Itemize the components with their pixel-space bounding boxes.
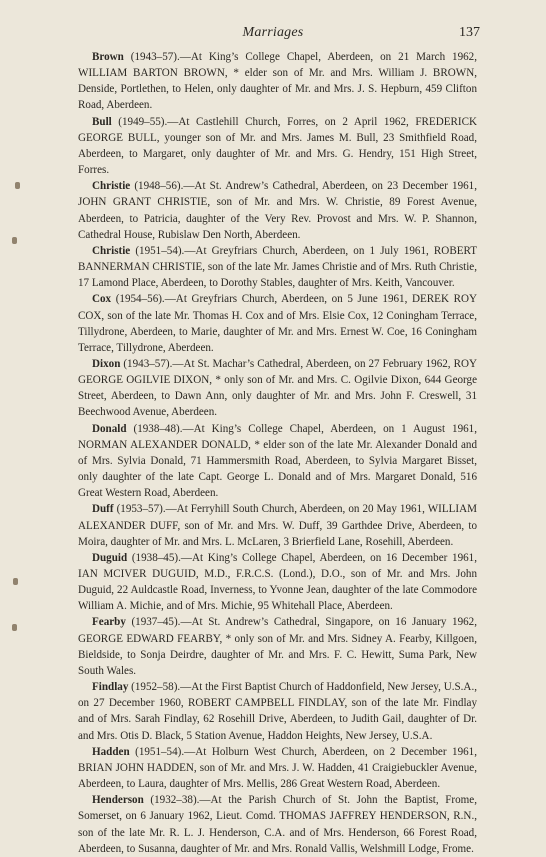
- entry-text: (1943–57).—At St. Machar’s Cathedral, Aberdeen, on 27 February 1962, ROY GEORGE OGILVIE DIXON, * only son of Mr. and Mrs. C. Ogilvie Dixon, 644 George Street, Aberdeen, to Dawn Ann, only daughter of Mr. and Mrs. John F. Creswell, 31 Beechwood Avenue, Aberdeen.: [78, 357, 477, 419]
- marriage-entry: [78, 501, 477, 549]
- entry-text: (1951–54).—At Holburn West Church, Aberdeen, on 2 December 1961, BRIAN JOHN HADDEN, son of Mr. and Mrs. J. W. Hadden, 41 Craigiebuckler Avenue, Aberdeen, to Laura, daughter of Mrs. Mellis, 286 Great Western Road, Aberdeen.: [78, 745, 477, 791]
- page-blemish: [12, 624, 17, 631]
- entry-surname: Donald: [92, 422, 127, 435]
- entry-text: (1938–48).—At King’s College Chapel, Aberdeen, on 1 August 1961, NORMAN ALEXANDER DONALD, * elder son of the late Mr. Alexander Donald and of Mrs. Sylvia Donald, 71 Hammersmith Road, Aberdeen, to Sylvia Margaret Bisset, only daughter of the late Capt. George L. Donald and of Mrs. Margaret Donald, 516 Great Western Road, Aberdeen.: [78, 422, 477, 500]
- entry-surname: Cox: [92, 293, 112, 306]
- entry-surname: Fearby: [92, 616, 126, 629]
- entry-surname: Henderson: [92, 794, 144, 807]
- entry-surname: Duff: [92, 503, 114, 516]
- page-number: 137: [459, 25, 480, 40]
- entry-text: (1953–57).—At Ferryhill South Church, Aberdeen, on 20 May 1961, WILLIAM ALEXANDER DUFF, son of Mr. and Mrs. W. Duff, 39 Garthdee Drive, Aberdeen, to Moira, daughter of Mr. and Mrs. L. McLaren, 3 Brierfield Lane, Rosehill, Aberdeen.: [78, 503, 477, 548]
- marriage-entry: [78, 614, 477, 679]
- entry-text: (1948–56).—At St. Andrew’s Cathedral, Aberdeen, on 23 December 1961, JOHN GRANT CHRISTIE, son of Mr. and Mrs. W. Christie, 89 Forest Avenue, Aberdeen, to Patricia, daughter of the Very Rev. Provost and Mrs. W. P. Shannon, Cathedral House, Rubislaw Den North, Aberdeen.: [78, 180, 477, 241]
- marriage-entries: [78, 49, 477, 857]
- marriage-entry: [78, 421, 477, 502]
- entry-surname: Christie: [92, 244, 131, 257]
- entry-text: (1932–38).—At the Parish Church of St. John the Baptist, Frome, Somerset, on 6 January 1962, Lieut. Comd. THOMAS JAFFREY HENDERSON, R.N., son of the late Mr. R. L. J. Henderson, C.A. and of Mrs. Henderson, 66 Forest Road, Aberdeen, to Susanna, daughter of Mr. and Mrs. Ronald Vallis, Welshmill Lodge, Frome.: [78, 794, 477, 855]
- entry-surname: Bull: [92, 115, 112, 128]
- entry-text: (1951–54).—At Greyfriars Church, Aberdeen, on 1 July 1961, ROBERT BANNERMAN CHRISTIE, son of the late Mr. James Christie and of Mrs. Ruth Christie, 17 Lamond Place, Aberdeen, to Dorothy Stables, daughter of Mrs. Keith, Vancouver.: [78, 244, 477, 290]
- entry-surname: Findlay: [92, 681, 129, 694]
- entry-text: (1943–57).—At King’s College Chapel, Aberdeen, on 21 March 1962, WILLIAM BARTON BROWN, * elder son of Mr. and Mrs. William J. BROWN, Denside, Portlethen, to Helen, only daughter of Mr. and Mrs. J. S. Hepburn, 459 Clifton Road, Aberdeen.: [78, 51, 477, 112]
- entry-text: (1954–56).—At Greyfriars Church, Aberdeen, on 5 June 1961, DEREK ROY COX, son of the late Mr. Thomas H. Cox and of Mrs. Elsie Cox, 12 Coningham Terrace, Tillydrone, Aberdeen, to Marie, daughter of Mr. and Mrs. Ernest W. Coe, 16 Coningham Terrace, Tillydrone, Aberdeen.: [78, 293, 477, 354]
- page-blemish: [12, 237, 17, 244]
- marriage-entry: [78, 744, 477, 792]
- entry-surname: Hadden: [92, 745, 130, 758]
- entry-surname: Dixon: [92, 357, 121, 370]
- page-blemish: [15, 182, 20, 189]
- marriage-entry: [78, 356, 477, 421]
- entry-surname: Christie: [92, 180, 131, 193]
- entry-text: (1952–58).—At the First Baptist Church of Haddonfield, New Jersey, U.S.A., on 27 December 1960, ROBERT CAMPBELL FINDLAY, son of the late Mr. Findlay and of Mrs. Sarah Findlay, 62 Rosehill Drive, Aberdeen, to Judith Gail, daughter of Dr. and Mrs. Otis D. Black, 5 Station Avenue, Haddon Heights, New Jersey, U.S.A.: [78, 681, 477, 742]
- marriage-entry: [78, 792, 477, 857]
- entry-text: (1949–55).—At Castlehill Church, Forres, on 2 April 1962, FREDERICK GEORGE BULL, younger son of Mr. and Mrs. James M. Bull, 23 Smithfield Road, Aberdeen, to Margaret, only daughter of Mr. and Mrs. G. Hendry, 151 High Street, Forres.: [78, 115, 477, 177]
- page-title: Marriages: [242, 25, 304, 40]
- marriage-entry: [78, 291, 477, 356]
- marriage-entry: [78, 49, 477, 114]
- marriage-entry: [78, 679, 477, 744]
- running-head: [0, 25, 546, 45]
- entry-surname: Brown: [92, 51, 124, 63]
- marriage-entry: [78, 243, 477, 291]
- page-blemish: [13, 578, 18, 585]
- entry-text: (1937–45).—At St. Andrew’s Cathedral, Singapore, on 16 January 1962, GEORGE EDWARD FEARBY, * only son of Mr. and Mrs. Sidney A. Fearby, Killgoen, Bieldside, to Sonja Deirdre, daughter of Mr. and Mrs. F. C. Hewitt, Suma Park, New South Wales.: [78, 616, 477, 677]
- entry-text: (1938–45).—At King’s College Chapel, Aberdeen, on 16 December 1961, IAN MCIVER DUGUID, M.D., F.R.C.S. (Lond.), D.O., son of Mr. and Mrs. John Duguid, 22 Auldcastle Road, Inverness, to Yvonne Jean, daughter of the late Commodore William A. Michie, and of Mrs. Michie, 95 Whitehall Place, Aberdeen.: [78, 551, 477, 613]
- entry-surname: Duguid: [92, 551, 128, 564]
- marriage-entry: [78, 178, 477, 243]
- marriage-entry: [78, 550, 477, 615]
- marriage-entry: [78, 114, 477, 179]
